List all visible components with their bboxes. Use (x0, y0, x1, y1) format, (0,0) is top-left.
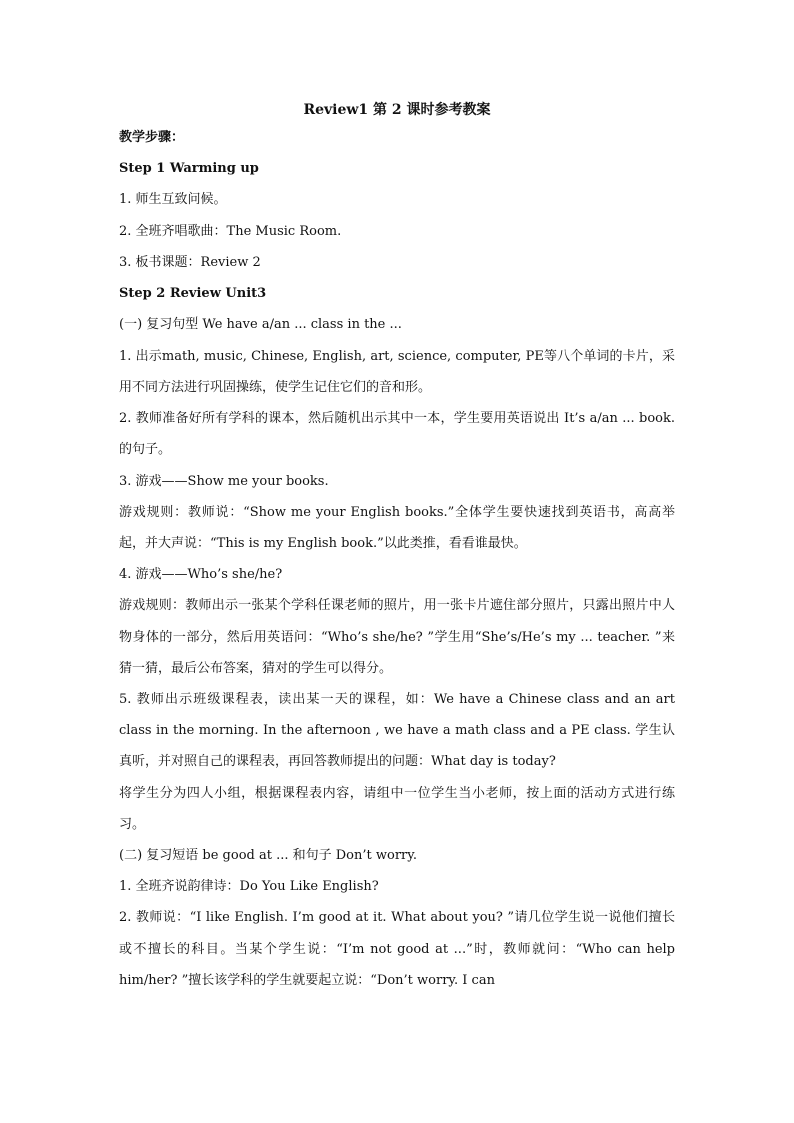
part2-item-1: 1. 全班齐说韵律诗：Do You Like English? (119, 879, 379, 895)
part2-item-2: 2. 教师说：“I like English. I’m good at it. What about you? ”请几位学生说一说他们擅长或不擅长的科目。当某个学生说：“I’m not good at ...”时，教师就问：“Who can help him/her? ”擅长该学科的学生就要起立说：“Don’t worry. I can (119, 910, 675, 988)
page-title: Review1 第 2 课时参考教案 (303, 102, 491, 118)
part1-item-3: 3. 游戏——Show me your books. (119, 473, 329, 489)
step1-item-3: 3. 板书课题：Review 2 (119, 254, 261, 270)
document-page (119, 100, 675, 1002)
game-rules-1: 游戏规则：教师说：“Show me your English books.”全体学生要快速找到英语书，高高举起，并大声说：“This is my English book.”以此类推，看看谁最快。 (119, 504, 675, 551)
part1-item-1: 1. 出示math, music, Chinese, English, art, science, computer, PE等八个单词的卡片，采用不同方法进行巩固操练，使学生记住它们的音和形。 (119, 348, 675, 395)
step2-heading: Step 2 Review Unit3 (119, 285, 267, 301)
game-rules-2: 游戏规则：教师出示一张某个学科任课老师的照片，用一张卡片遮住部分照片，只露出照片中人物身体的一部分，然后用英语问：“Who’s she/he? ”学生用“She’s/He’s my ... teacher. ”来猜一猜，最后公布答案，猜对的学生可以得分。 (119, 598, 675, 676)
steps-heading: 教学步骤： (119, 130, 185, 145)
step1-heading: Step 1 Warming up (119, 161, 259, 177)
step1-item-1: 1. 师生互致问候。 (119, 192, 227, 208)
step1-item-2: 2. 全班齐唱歌曲：The Music Room. (119, 223, 342, 239)
part1-item-4: 4. 游戏——Who’s she/he? (119, 567, 283, 583)
part2-heading: (二) 复习短语 be good at ... 和句子 Don’t worry. (119, 847, 417, 863)
group-activity: 将学生分为四人小组，根据课程表内容，请组中一位学生当小老师，按上面的活动方式进行练习。 (119, 785, 675, 832)
part1-heading: (一) 复习句型 We have a/an ... class in the ... (119, 317, 402, 333)
part1-item-2: 2. 教师准备好所有学科的课本，然后随机出示其中一本，学生要用英语说出 It’s a/an ... book.的句子。 (119, 411, 675, 458)
part1-item-5: 5. 教师出示班级课程表，读出某一天的课程，如：We have a Chinese class and an art class in the morning. In the afternoon , we have a math class and a PE class. 学生认真听，并对照自己的课程表，再回答教师提出的问题：What day is today? (119, 691, 675, 770)
